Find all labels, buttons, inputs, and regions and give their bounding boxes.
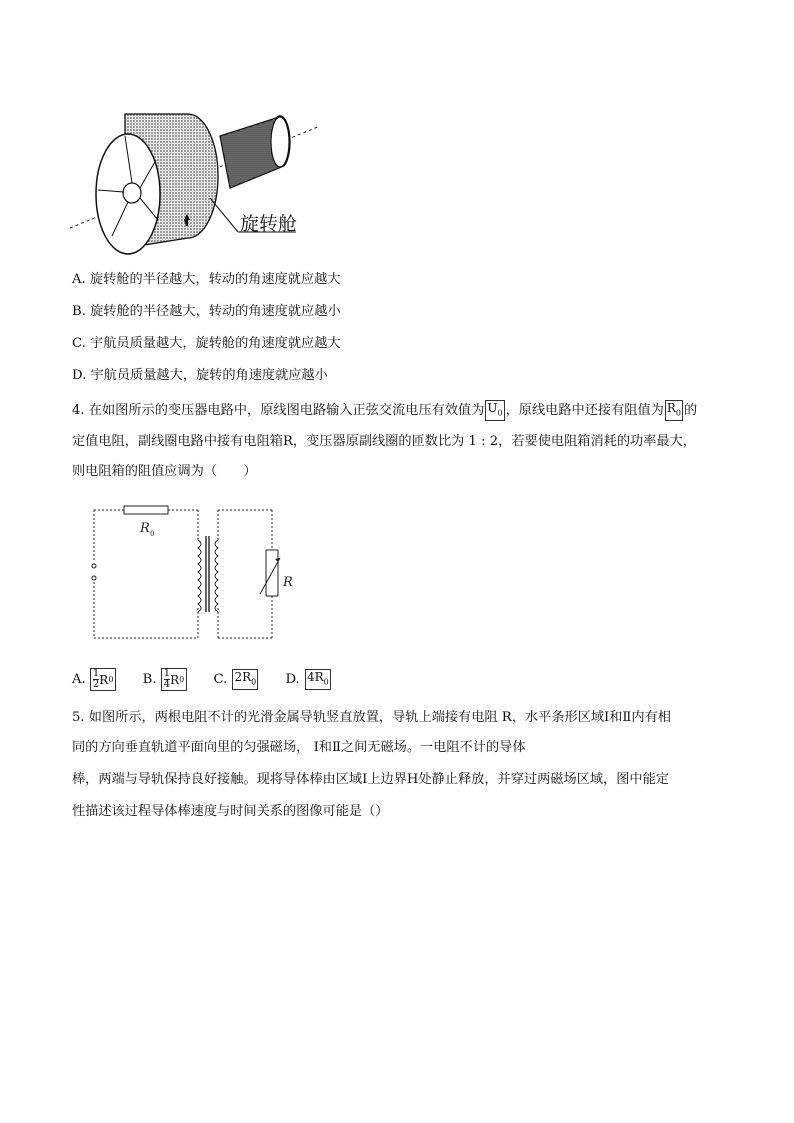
r0-label-sub: 0 bbox=[150, 530, 155, 538]
r0-symbol: $R_0$ bbox=[665, 400, 683, 421]
transformer-circuit-figure bbox=[88, 500, 293, 642]
q4-line-2: 定值电阻，副线圈电路中接有电阻箱R，变压器原副线圈的匝数比为 1 : 2，若要使电阻箱消耗的功率最大， bbox=[72, 434, 696, 449]
q4-option-c: C. $2R_0$ bbox=[213, 669, 259, 690]
r-label: R bbox=[283, 575, 293, 590]
q5-line-2: 同的方向垂直轨道平面向里的匀强磁场， Ⅰ和Ⅱ之间无磁场。一电阻不计的导体 bbox=[72, 740, 526, 755]
q4-options bbox=[72, 668, 354, 691]
q4-option-d: D. $4R_0$ bbox=[285, 669, 331, 690]
u0-symbol: $U_0$ bbox=[485, 400, 504, 421]
rotating-cabin-figure bbox=[70, 108, 338, 260]
q4-option-b: B. 1 4 R 0 bbox=[143, 668, 188, 691]
q4-line-3: 则电阻箱的阻值应调为（ ） bbox=[72, 464, 257, 479]
q3-option-a: A. 旋转舱的半径越大，转动的角速度就应越大 bbox=[72, 272, 341, 287]
rotating-cabin-label: 旋转舱 bbox=[240, 213, 298, 235]
r0-label: R bbox=[140, 521, 150, 536]
q5-line-1: 5. 如图所示，两根电阻不计的光滑金属导轨竖直放置，导轨上端接有电阻 R，水平条形区域Ⅰ和Ⅱ内有相 bbox=[72, 710, 671, 725]
q3-option-c: C. 宇航员质量越大，旋转舱的角速度就应越大 bbox=[72, 336, 341, 351]
q3-option-b: B. 旋转舱的半径越大，转动的角速度就应越小 bbox=[72, 304, 341, 319]
q4-line-1: 4. 在如图所示的变压器电路中，原线图电路输入正弦交流电压有效值为 $U_0$ ，原线电路中还接有阻值为 $R_0$ 的 bbox=[72, 400, 697, 421]
q5-line-4: 性描述该过程导体棒速度与时间关系的图像可能是（） bbox=[72, 804, 389, 819]
q4-option-a: A. 1 2 R 0 bbox=[72, 668, 116, 691]
q5-line-3: 棒，两端与导轨保持良好接触。现将导体棒由区域Ⅰ上边界H处静止释放，并穿过两磁场区域，图中能定 bbox=[72, 772, 669, 787]
q3-option-d: D. 宇航员质量越大，旋转的角速度就应越小 bbox=[72, 368, 328, 383]
